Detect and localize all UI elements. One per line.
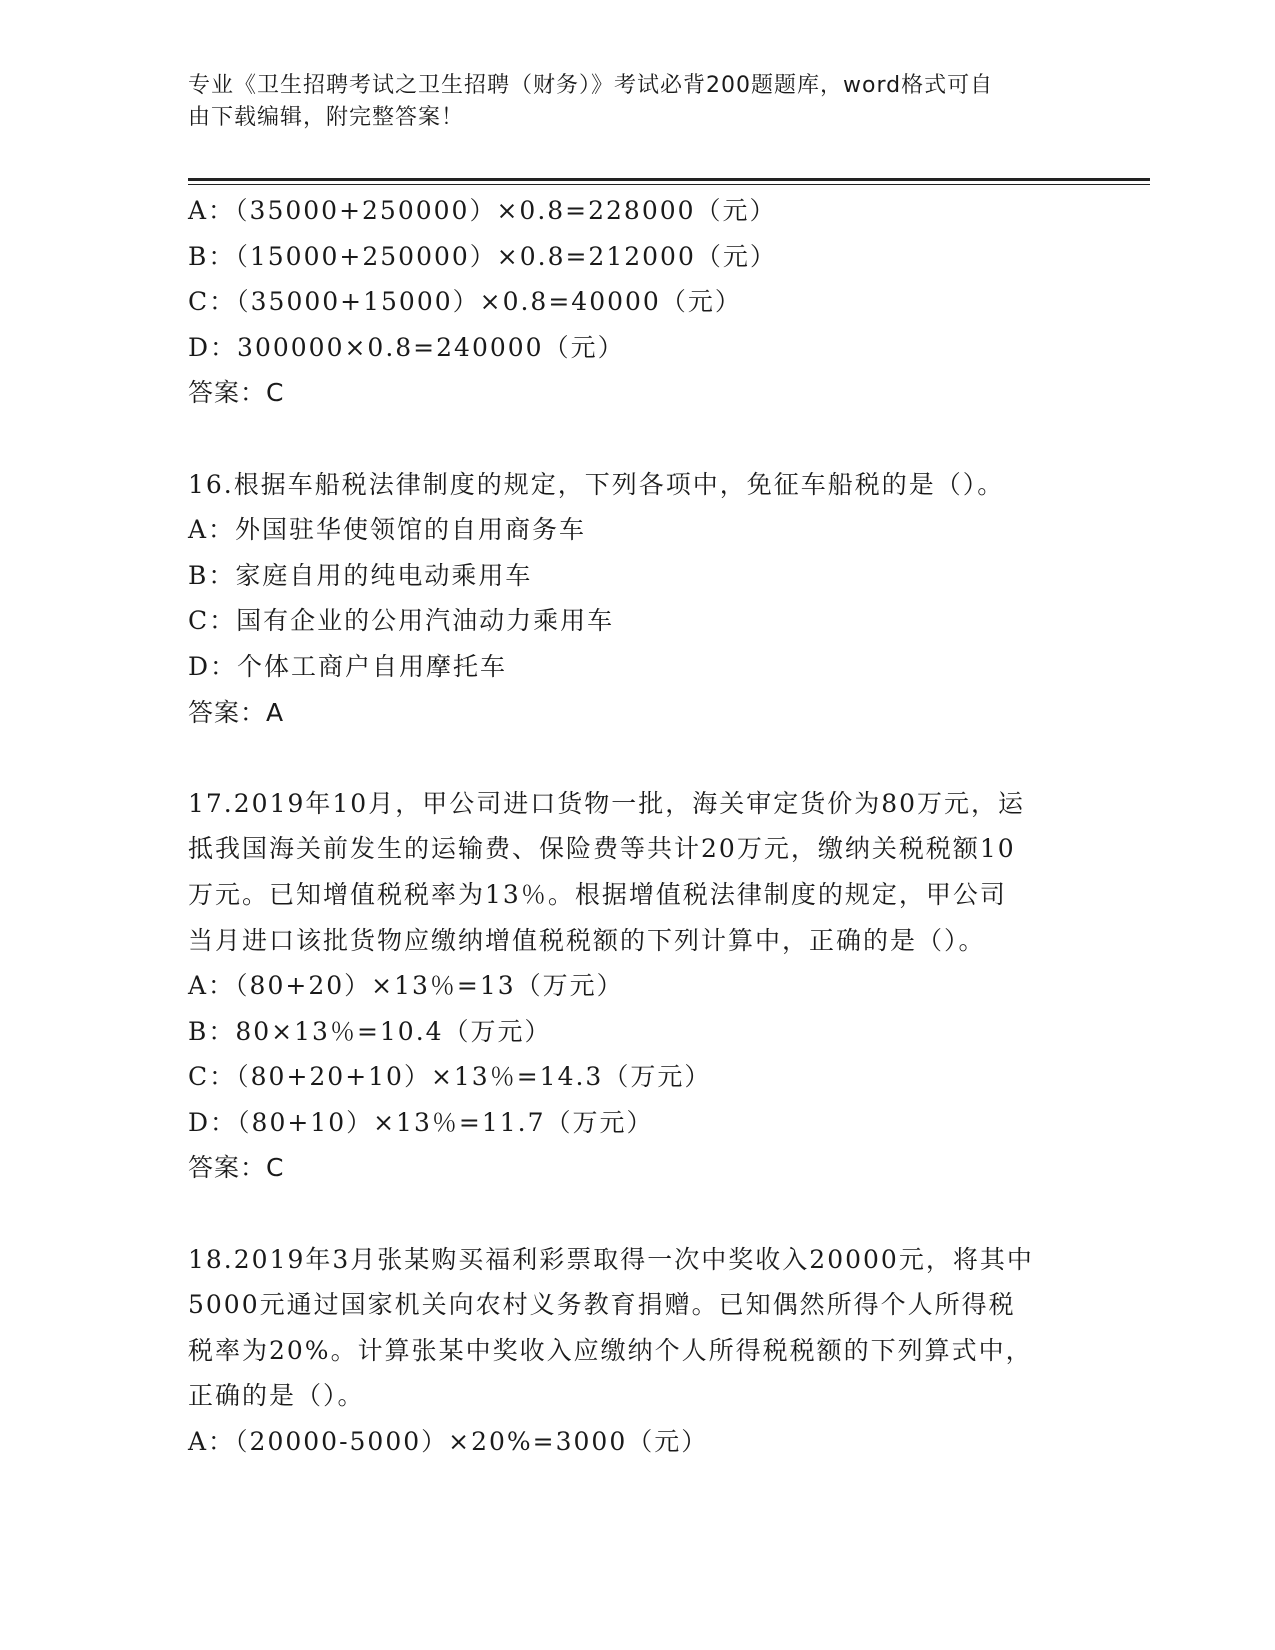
option-d: D：（80+10）×13％=11.7（万元） [188, 1107, 654, 1137]
option-a: A：（35000+250000）×0.8=228000（元） [188, 196, 777, 225]
option-d: D：300000×0.8=240000（元） [188, 332, 625, 362]
question-stem-line: 税率为20%。计算张某中奖收入应缴纳个人所得税税额的下列算式中， [188, 1335, 1033, 1365]
question-stem-line: 抵我国海关前发生的运输费、保险费等共计20万元，缴纳关税税额10 [188, 834, 1016, 864]
option-b: B：80×13％=10.4（万元） [188, 1016, 552, 1046]
answer-line: 答案：A [188, 697, 285, 727]
option-c: C：（80+20+10）×13％=14.3（万元） [188, 1062, 712, 1092]
question-stem-line: 18.2019年3月张某购买福利彩票取得一次中奖收入20000元，将其中 [188, 1244, 1034, 1274]
document-header [188, 70, 1078, 134]
question-content [188, 188, 1088, 1465]
answer-line: 答案：C [188, 1153, 285, 1183]
question-17 [188, 781, 1088, 1191]
spacer [188, 1191, 1088, 1237]
option-a: A：（80+20）×13％=13（万元） [188, 971, 624, 1001]
question-stem-line: 当月进口该批货物应缴纳增值税税额的下列计算中，正确的是（）。 [188, 925, 986, 955]
option-a: A：（20000-5000）×20%=3000（元） [188, 1427, 709, 1457]
spacer [188, 416, 1088, 462]
option-b: B：（15000+250000）×0.8=212000（元） [188, 241, 777, 271]
question-15 [188, 188, 1088, 416]
question-stem-line: 5000元通过国家机关向农村义务教育捐赠。已知偶然所得个人所得税 [188, 1290, 1016, 1320]
question-stem-line: 万元。已知增值税税率为13％。根据增值税法律制度的规定，甲公司 [188, 879, 1007, 909]
question-stem-line: 16.根据车船税法律制度的规定，下列各项中，免征车船税的是（）。 [188, 469, 1005, 499]
question-stem-line: 17.2019年10月，甲公司进口货物一批，海关审定货价为80万元，运 [188, 788, 1026, 818]
option-a: A：外国驻华使领馆的自用商务车 [188, 515, 587, 545]
option-b: B：家庭自用的纯电动乘用车 [188, 560, 533, 590]
question-stem-line: 正确的是（）。 [188, 1381, 365, 1411]
header-line-2: 由下载编辑，附完整答案！ [188, 105, 465, 130]
spacer [188, 735, 1088, 781]
option-c: C：（35000+15000）×0.8=40000（元） [188, 287, 742, 317]
question-16 [188, 462, 1088, 736]
option-c: C：国有企业的公用汽油动力乘用车 [188, 606, 615, 636]
header-divider-thin [188, 184, 1150, 185]
option-d: D：个体工商户自用摩托车 [188, 651, 508, 681]
answer-line: 答案：C [188, 378, 285, 408]
question-18 [188, 1237, 1088, 1465]
header-line-1: 专业《卫生招聘考试之卫生招聘（财务）》考试必背200题题库，word格式可自 [188, 73, 994, 98]
header-divider-thick [188, 178, 1150, 181]
